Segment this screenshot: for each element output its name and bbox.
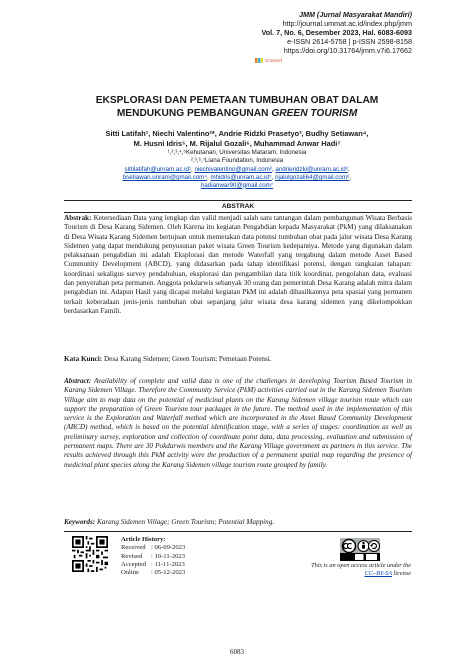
keywords-text: Karang Sidemen Village; Green Tourism; Potential Mapping. (96, 518, 275, 526)
kata-kunci-paragraph (64, 355, 412, 364)
accepted-label: Accepted (121, 560, 146, 568)
crossref-logo-icon (255, 58, 263, 63)
license-link[interactable]: CC–BY-SA (364, 569, 392, 577)
online-date: : 05-12-2023 (151, 569, 186, 577)
accepted-date: : 11-11-2023 (151, 560, 185, 568)
keywords-paragraph (64, 518, 412, 527)
article-title (40, 95, 434, 120)
email-link[interactable]: mhidris@unram.ac.id⁵ (210, 173, 272, 181)
divider (64, 531, 412, 532)
kata-kunci-text: Desa Karang Sidemen; Green Tourism; Pemetaan Potensi. (103, 355, 272, 363)
divider (64, 200, 412, 201)
divider (64, 212, 412, 213)
author-list (40, 129, 434, 149)
journal-header (262, 10, 413, 55)
email-link[interactable]: sittilatifah@unram.ac.id¹ (124, 166, 192, 173)
journal-name: JMM (Jurnal Masyarakat Mandiri) (298, 10, 412, 19)
journal-url[interactable]: http://journal.ummat.ac.id/index.php/jmm (282, 19, 412, 28)
history-heading: Article History: (121, 536, 166, 543)
crossref-badge[interactable] (255, 58, 282, 63)
email-link[interactable]: rijalulgozali64@gmail.com⁶ (275, 173, 350, 181)
title-line-2-italic: GREEN TOURISM (271, 107, 358, 119)
email-link[interactable]: bsetiawan.unram@gmail.com⁴ (122, 173, 207, 181)
doi-link[interactable]: https://doi.org/10.31764/jmm.v7i6.17662 (283, 46, 412, 55)
author-emails: sittilatifah@unram.ac.id¹, niechivalentino@gmail.com², andrieridzki@unram.ac.id³, bsetiawan.unram@gmail.com⁴, mhidris@unram.ac.id⁵, rijalulgozali64@gmail.com⁶, hadianwar90@gmail.com⁷ (122, 166, 352, 189)
license-suffix: license (391, 569, 411, 577)
page-number: 6083 (230, 648, 244, 656)
affiliation-2: ²,³,⁶,⁷Liana Foundation, Indonesia (190, 156, 284, 164)
title-line-2-prefix: MENDUKUNG PEMBANGUNAN (116, 107, 272, 119)
license-notice (276, 562, 411, 577)
volume-info: Vol. 7, No. 6, Desember 2023, Hal. 6083-6093 (261, 28, 412, 37)
authors-line-1: Sitti Latifah¹, Niechi Valentino²*, Andrie Ridzki Prasetyo³, Budhy Setiawan⁴, (105, 129, 369, 138)
issn-info: e-ISSN 2614-5758 | p-ISSN 2598-8158 (287, 37, 412, 46)
email-link[interactable]: hadianwar90@gmail.com⁷ (200, 181, 274, 189)
online-label: Online (121, 569, 139, 577)
received-label: Received (121, 544, 146, 552)
authors-line-2: M. Husni Idris⁵, M. Rijalul Gozali⁶, Muhammad Anwar Hadi⁷ (133, 139, 341, 148)
abstract-en-text: Availability of complete and valid data is one of the challenges in developing Tourism Based Tourism in Karang Sidemen Village. Therefore the Community Service (PkM) activities carried out in the Karang Sidemen Tourism Village aim to map data on the potential of medicinal plants on the Karang Sidemen village tourism route which can support the preparation of Green Tourism tour packages in the future. The method used in the implementation of this service is the Exploration and Waterfall method which are incorporated in the Asset Based Community Development (ABCD) method, which is based on the potential identification stage, with a series of stages: coordination as well as preliminary survey, exploration and collection of coordinate point data, data processing, evaluation and submission of permanent maps. There are 30 Pokdarwis members and the Karang Village government as partners in this service. The results achieved through this PkM activity were the production of a permanent spatial map regarding the presence of medicinal plant species along the Karang Sidemen village tourism route grouped by family. (64, 377, 412, 469)
abstract-en-paragraph (64, 377, 412, 470)
keywords-label: Keywords: (64, 518, 96, 526)
cc-by-sa-license-icon[interactable] (340, 538, 380, 561)
article-history (121, 536, 185, 577)
email-link[interactable]: andrieridzki@unram.ac.id³ (275, 166, 348, 173)
affiliations (40, 149, 434, 164)
abstrak-paragraph (64, 214, 412, 316)
abstrak-text: Ketersediaan Data yang lengkap dan valid menjadi salah satu tantangan dalam pembangunan Wisata Berbasis Tourism di Desa Karang Sidemen. Oleh Karena itu kegiatan Pengabdian kepada Masyarakat (PkM) yang dilaksanakan di Desa Wisata Karang Sidemen bertujuan untuk memetakan data potensi tumbuhan obat pada jalur wisata Desa Karang Sidemen yang dapat mendukung penyusunan paket wisata Green Tourism kedepannya. Metode yang digunakan dalam pelaksanaan pengabdian ini adalah Eksplorasi dan metode Waterfall yang tergabung dalam metode Asset Based Community Development (ABCD), yang didasarkan pada tahap identifikasi potensi, dengan rangkaian tahapan: koordinasi sekaligus survey pendahuluan, eksplorasi dan pengambilan data titik koordinat, pengolahan data, evaluasi dan penyerahan peta permanen. Anggota pokdarwis sebanyak 30 orang dan pemerintah Desa Karang adalah mitra dalam pengabdian ini. Adapun Hasil yang dicapai melalui kegiatan PkM ini adalah dihasilkannya peta spasial yang permanen terkait keberadaan jenis-jenis tumbuhan obat sepanjang jalur wisata desa karang sidemen yang dikelompokkan berdasarkan Famili. (64, 214, 413, 315)
kata-kunci-label: Kata Kunci: (64, 355, 103, 363)
abstract-en-label: Abstract: (64, 377, 92, 385)
qr-code-icon[interactable] (72, 536, 108, 572)
revised-label: Revised (121, 552, 143, 560)
abstrak-label: Abstrak: (64, 214, 92, 222)
title-line-1: EKSPLORASI DAN PEMETAAN TUMBUHAN OBAT DALAM (95, 95, 379, 106)
title-line-2 (40, 108, 434, 121)
crossref-label: Crossref (265, 58, 283, 63)
revised-date: : 10-11-2023 (151, 552, 186, 560)
received-date: : 06-09-2023 (151, 544, 186, 552)
license-line-1: This is an open access article under the (311, 562, 411, 569)
abstract-heading: ABSTRAK (221, 203, 255, 210)
affiliation-1: ¹,²,³,⁴,⁵Kehutanan, Universitas Mataram, Indonesia (167, 149, 307, 156)
email-link[interactable]: niechivalentino@gmail.com² (194, 166, 272, 173)
